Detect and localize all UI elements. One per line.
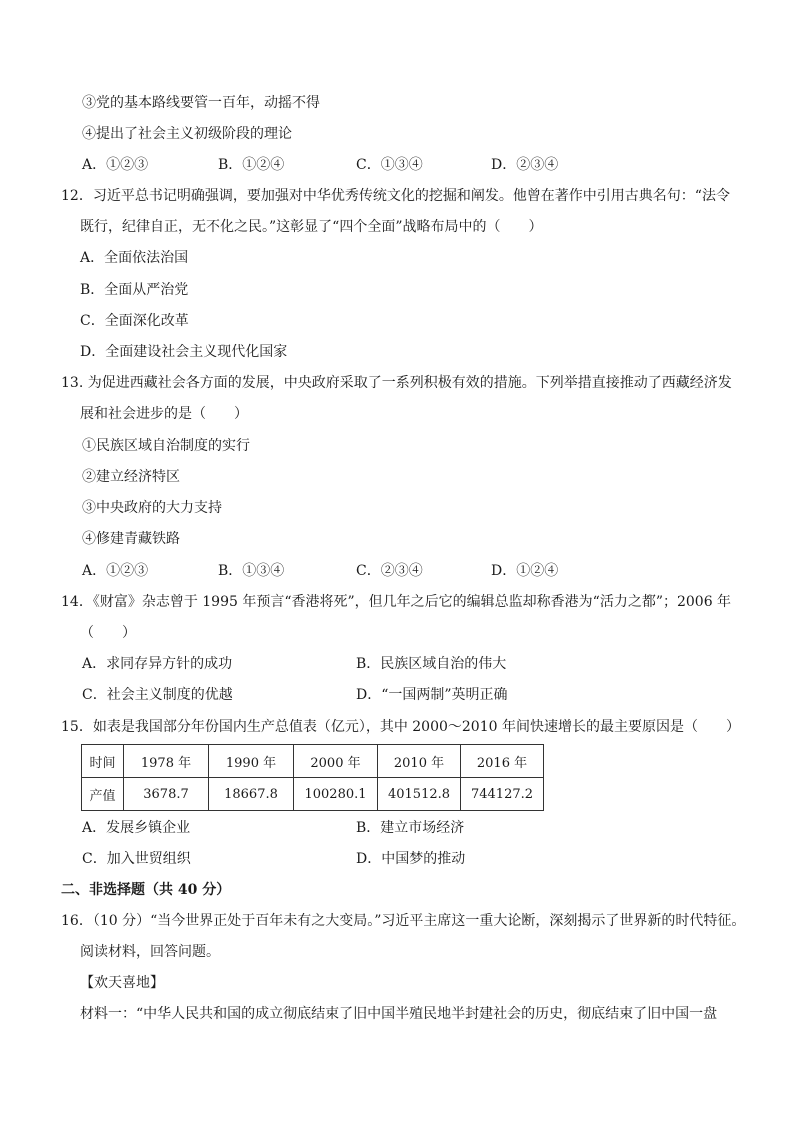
gdp-value-cell: 18667.8 bbox=[209, 778, 294, 811]
q12-option-d: D．全面建设社会主义现代化国家 bbox=[80, 344, 288, 360]
q13-stem-line1: 13. 为促进西藏社会各方面的发展，中央政府采取了一系列积极有效的措施。下列举措直接推动了西藏经济发 bbox=[61, 375, 732, 391]
q15-option-c: C．加入世贸组织 bbox=[82, 851, 191, 867]
q11-option-b: B．①②④ bbox=[218, 157, 285, 173]
gdp-header-cell: 2016 年 bbox=[461, 745, 544, 778]
q13-option-b: B．①③④ bbox=[218, 563, 285, 579]
q11-item-4: ④提出了社会主义初级阶段的理论 bbox=[82, 126, 292, 142]
gdp-value-cell: 产值 bbox=[82, 778, 124, 811]
q14-option-b: B．民族区域自治的伟大 bbox=[356, 656, 507, 672]
gdp-value-cell: 100280.1 bbox=[294, 778, 378, 811]
gdp-value-cell: 401512.8 bbox=[378, 778, 461, 811]
q16-stem-line2: 阅读材料，回答问题。 bbox=[80, 944, 220, 960]
q12-option-c: C．全面深化改革 bbox=[80, 313, 189, 329]
gdp-header-cell: 1978 年 bbox=[124, 745, 209, 778]
q11-option-c: C．①③④ bbox=[356, 157, 423, 173]
q12-option-b: B．全面从严治党 bbox=[80, 282, 189, 298]
q13-item-4: ④修建青藏铁路 bbox=[82, 531, 180, 547]
q16-stem-line1: 16．（10 分）“当今世界正处于百年未有之大变局。”习近平主席这一重大论断，深刻揭示了世界新的时代特征。 bbox=[61, 913, 746, 929]
q15-option-d: D．中国梦的推动 bbox=[356, 851, 466, 867]
q13-item-1: ①民族区域自治制度的实行 bbox=[82, 438, 250, 454]
gdp-header-cell: 2000 年 bbox=[294, 745, 378, 778]
q14-stem-line2: （ ） bbox=[80, 625, 136, 641]
gdp-value-cell: 744127.2 bbox=[461, 778, 544, 811]
q14-stem-line1: 14．《财富》杂志曾于 1995 年预言“香港将死”，但几年之后它的编辑总监却称香港为“活力之都”；2006 年 bbox=[61, 594, 732, 610]
q14-option-d: D．“一国两制”英明正确 bbox=[356, 687, 508, 703]
gdp-table-value-row bbox=[82, 778, 544, 811]
section-2-title: 二、非选择题（共 40 分） bbox=[61, 882, 231, 898]
q11-item-3: ③党的基本路线要管一百年，动摇不得 bbox=[82, 95, 320, 111]
q12-stem-line1: 12．习近平总书记明确强调，要加强对中华优秀传统文化的挖掘和阐发。他曾在著作中引用古典名句：“法令 bbox=[61, 188, 730, 204]
q11-option-a: A．①②③ bbox=[82, 157, 149, 173]
q13-option-a: A．①②③ bbox=[82, 563, 149, 579]
gdp-header-cell: 1990 年 bbox=[209, 745, 294, 778]
q14-option-a: A．求同存异方针的成功 bbox=[82, 656, 233, 672]
gdp-value-cell: 3678.7 bbox=[124, 778, 209, 811]
gdp-header-cell: 2010 年 bbox=[378, 745, 461, 778]
q15-option-a: A．发展乡镇企业 bbox=[82, 820, 191, 836]
q11-option-d: D．②③④ bbox=[491, 157, 559, 173]
q13-option-c: C．②③④ bbox=[356, 563, 423, 579]
q13-item-3: ③中央政府的大力支持 bbox=[82, 500, 222, 516]
gdp-table-header-row bbox=[82, 745, 544, 778]
q13-option-d: D．①②④ bbox=[491, 563, 559, 579]
q16-subheading: 【欢天喜地】 bbox=[80, 975, 164, 991]
q16-material-1: 材料一：“中华人民共和国的成立彻底结束了旧中国半殖民地半封建社会的历史，彻底结束了旧中国一盘 bbox=[80, 1006, 718, 1022]
q15-option-b: B．建立市场经济 bbox=[356, 820, 465, 836]
gdp-table bbox=[81, 744, 544, 811]
q15-stem: 15．如表是我国部分年份国内生产总值表（亿元），其中 2000～2010 年间快速增长的最主要原因是（ ） bbox=[61, 719, 740, 735]
gdp-header-cell: 时间 bbox=[82, 745, 124, 778]
q13-item-2: ②建立经济特区 bbox=[82, 469, 180, 485]
q12-option-a: A．全面依法治国 bbox=[80, 250, 189, 266]
q14-option-c: C．社会主义制度的优越 bbox=[82, 687, 233, 703]
q12-stem-line2: 既行，纪律自正，无不化之民。”这彰显了“四个全面”战略布局中的（ ） bbox=[80, 219, 543, 235]
q13-stem-line2: 展和社会进步的是（ ） bbox=[80, 406, 248, 422]
